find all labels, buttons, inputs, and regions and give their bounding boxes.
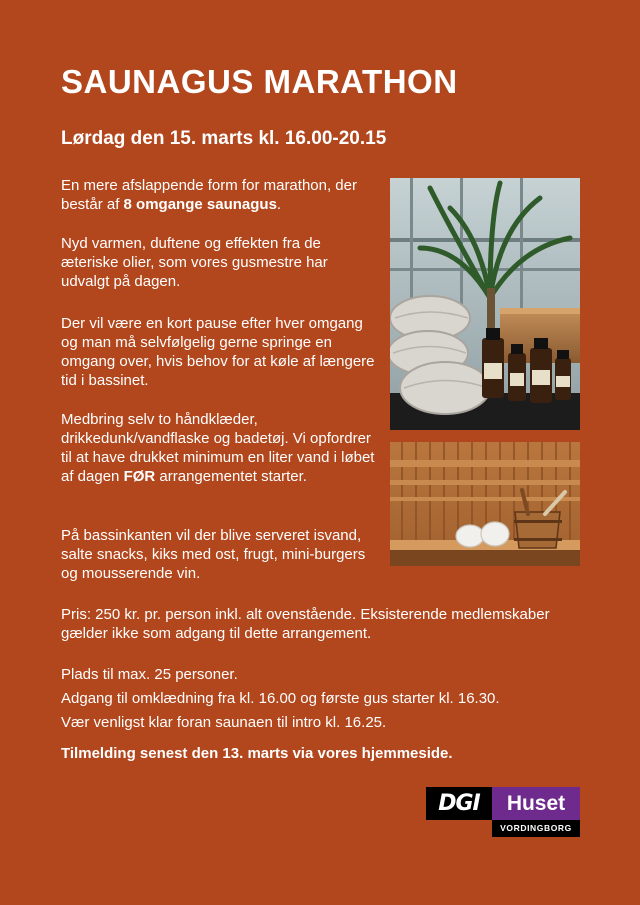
intro-end: .	[276, 196, 282, 213]
bring-text: Medbring selv to håndklæder, drikkedunk/vandflaske og badetøj. Vi opfordrer til at have drukket minimum en liter vand i løbet af dagen	[61, 411, 375, 485]
sauna-bench-photo	[390, 442, 580, 566]
intro-paragraph	[61, 176, 379, 214]
logo-huset-text: Huset	[492, 787, 580, 820]
intro-time-text: Vær venligst klar foran saunaen til intro kl. 16.25.	[61, 714, 387, 731]
oils-paragraph: Nyd varmen, duftene og effekten fra de æteriske olier, som vores gusmestre har udvalgt på dagen.	[61, 235, 328, 290]
pause-paragraph: Der vil være en kort pause efter hver omgang og man må selvfølgelig gerne springe en omgang over, hvis behov for at køle af længere tid i bassinet.	[61, 315, 375, 389]
capacity-text: Plads til max. 25 personer.	[61, 666, 238, 683]
price-paragraph: Pris: 250 kr. pr. person inkl. alt ovenstående. Eksisterende medlemskaber gælder ikke som adgang til dette arrangement.	[61, 606, 550, 642]
logo-dgi-mark: DGI	[426, 787, 492, 820]
bring-bold: FØR	[123, 468, 156, 485]
event-date: Lørdag den 15. marts kl. 16.00-20.15	[61, 128, 387, 149]
bring-end: arrangementet starter.	[155, 468, 307, 485]
sauna-oils-photo	[390, 178, 580, 430]
intro-bold: 8 omgange saunagus	[123, 196, 277, 213]
serve-paragraph: På bassinkanten vil der blive serveret isvand, salte snacks, kiks med ost, frugt, mini-burgers og mousserende vin.	[61, 527, 366, 582]
dgi-huset-logo	[426, 787, 580, 837]
page-title: SAUNAGUS MARATHON	[61, 63, 458, 100]
signup-text: Tilmelding senest den 13. marts via vores hjemmeside.	[61, 745, 453, 762]
logo-city-text: VORDINGBORG	[492, 820, 580, 837]
access-text: Adgang til omklædning fra kl. 16.00 og første gus starter kl. 16.30.	[61, 690, 500, 707]
bring-paragraph	[61, 410, 379, 486]
intro-text: En mere afslappende form for marathon, der består af	[61, 177, 357, 213]
